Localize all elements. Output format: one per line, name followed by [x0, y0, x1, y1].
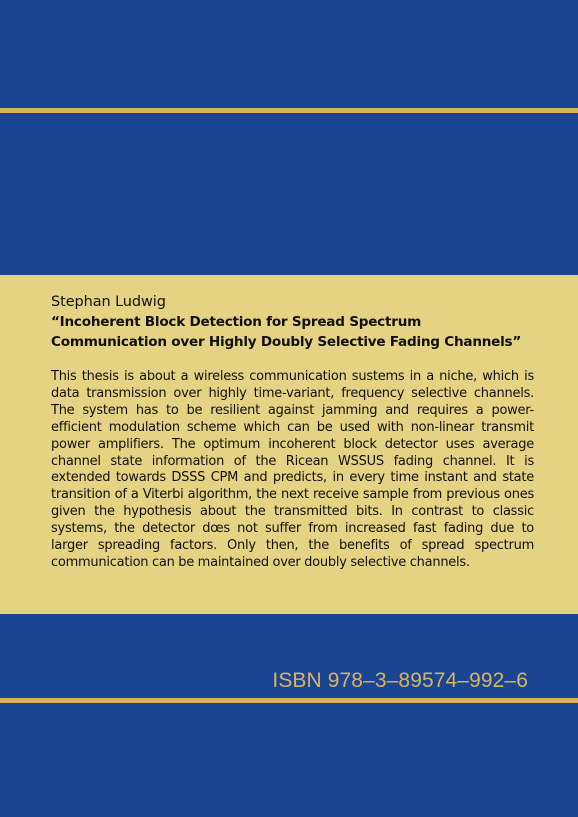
- isbn-number: ISBN 978–3–89574–992–6: [272, 669, 528, 692]
- abstract-text: This thesis is about a wireless communication sustems in a niche, which is data transmission over highly time-variant, frequency selective channels. The system has to be resilient against jamming and requires a power-efficient modulation scheme which can be used with non-linear transmit power amplifiers. The optimum incoherent block detector uses average channel state information of the Ricean WSSUS fading channel. It is extended towards DSSS CPM and predicts, in every time instant and state transition of a Viterbi algorithm, the next receive sample from previous ones given the hypothesis about the transmitted bits. In contrast to classic systems, the detector dœs not suffer from increased fast fading due to larger spreading factors. Only then, the benefits of spread spectrum communication can be maintained over doubly selective channels.: [51, 369, 534, 570]
- footer-blue-band: [0, 703, 578, 817]
- abstract-panel: [0, 275, 578, 614]
- upper-blue-band: [0, 113, 578, 275]
- book-title: “Incoherent Block Detection for Spread Spectrum Communication over Highly Doubly Selective Fading Channels”: [51, 314, 522, 350]
- author-name: Stephan Ludwig: [51, 294, 166, 310]
- top-blue-band: [0, 0, 578, 108]
